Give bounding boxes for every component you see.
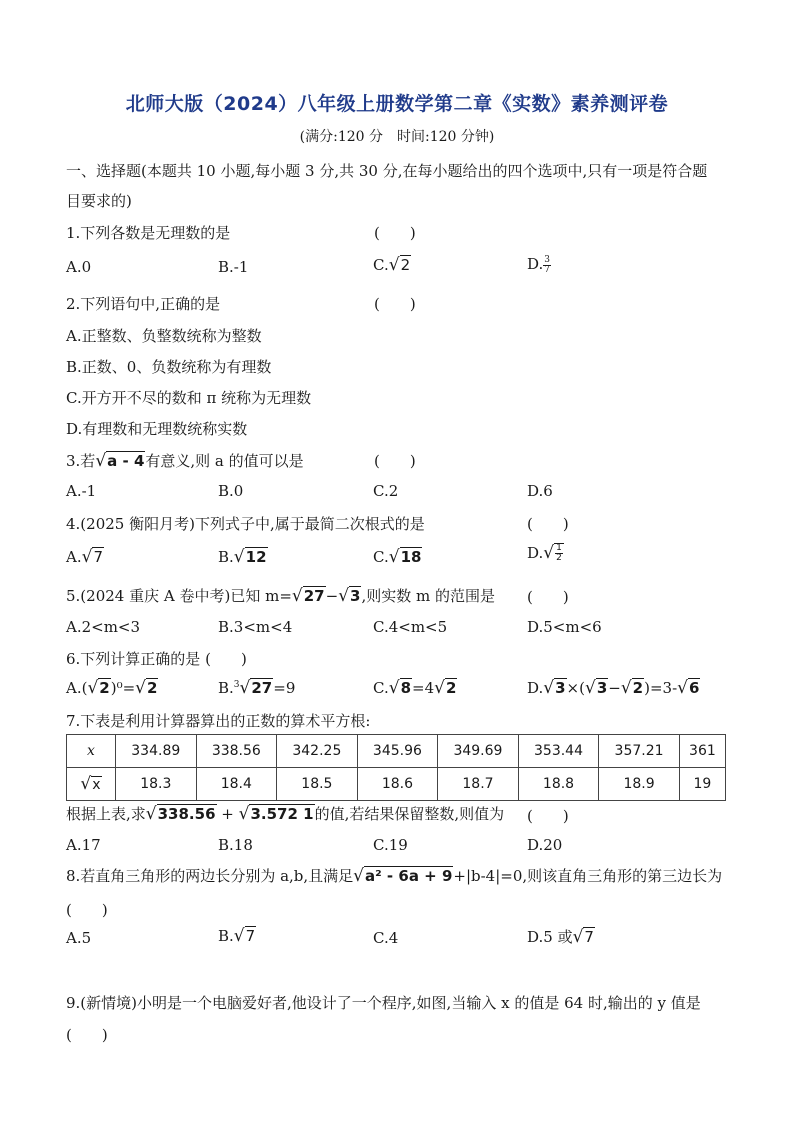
q9-stem: 9.(新情境)小明是一个电脑爱好者,他设计了一个程序,如图,当输入 x 的值是 64 时,输出的 y 值是 [66,994,701,1012]
radical: √a - 4 [95,451,145,471]
q9-answer-blank: ( ) [66,1026,108,1044]
q5-option-b: B.3<m<4 [218,618,293,636]
table-cell: 334.89 [116,735,197,768]
q7-followup: 根据上表,求√338.56 + √3.572 1的值,若结果保留整数,则值为 [66,804,505,824]
q6-option-b: B.$^3$√27=9 [218,678,296,698]
q2-option-b: B.正数、0、负数统称为有理数 [66,358,272,376]
radical: √27 [291,586,325,606]
q4-option-b: B.√12 [218,547,267,567]
q4-option-a: A.√7 [66,547,103,567]
q8-option-d: D.5 或√7 [527,927,594,947]
table-cell: 18.6 [357,768,438,801]
radical: √27 [239,678,273,698]
q2-option-c: C.开方开不尽的数和 π 统称为无理数 [66,389,312,407]
q2-option-a: A.正整数、负整数统称为整数 [66,327,262,345]
section-heading: 一、选择题(本题共 10 小题,每小题 3 分,共 30 分,在每小题给出的四个选项中,只有一项是符合题 [66,162,708,180]
q1-answer-blank: ( ) [374,224,416,242]
q2-stem: 2.下列语句中,正确的是 [66,295,221,313]
table-cell: 361 [679,735,725,768]
q8-option-a: A.5 [66,929,92,947]
q2-option-d: D.有理数和无理数统称实数 [66,420,248,438]
table-cell: 18.4 [196,768,277,801]
q4-option-c: C.√18 [373,547,422,567]
table-cell: 18.3 [116,768,197,801]
radical: √ $\frac{1}{2}$ [543,543,562,563]
table-cell: 18.9 [599,768,680,801]
radical: √12 [233,547,267,567]
table-cell: 345.96 [357,735,438,768]
table-cell: 349.69 [438,735,519,768]
table-cell: 353.44 [518,735,599,768]
table-cell [67,768,116,801]
fraction: $\frac{3}{7}$ [544,254,550,275]
q4-answer-blank: ( ) [527,515,569,533]
q3-option-d: D.6 [527,482,553,500]
q3-option-b: B.0 [218,482,244,500]
table-cell: x [67,735,116,768]
q3-option-c: C.2 [373,482,399,500]
fraction: $\frac{1}{2}$ [556,543,562,563]
q3-answer-blank: ( ) [374,452,416,470]
q8-option-c: C.4 [373,929,399,947]
q6-option-c: C.√8=4√2 [373,678,457,698]
table-cell: 357.21 [599,735,680,768]
radical: √2 [87,678,110,698]
q5-option-a: A.2<m<3 [66,618,141,636]
radical: √18 [388,547,422,567]
page-subtitle: (满分:120 分 时间:120 分钟) [299,129,495,145]
radical: √x [80,774,101,794]
table-cell: 18.8 [518,768,599,801]
radical: √7 [81,547,103,567]
radical: √2 [620,678,644,698]
q6-option-d: D.√3×(√3−√2)=3-√6 [527,678,700,698]
q4-stem: 4.(2025 衡阳月考)下列式子中,属于最简二次根式的是 [66,515,425,533]
q6-option-a: A.(√2)⁰=√2 [66,678,158,698]
q7-option-c: C.19 [373,836,408,854]
sqrt-table [66,734,726,801]
q1-stem: 1.下列各数是无理数的是 [66,224,231,242]
q5-option-d: D.5<m<6 [527,618,602,636]
q5-stem: 5.(2024 重庆 A 卷中考)已知 m=√27−√3,则实数 m 的范围是 [66,586,495,606]
radical: √3.572 1 [238,804,314,824]
table-cell: 342.25 [277,735,358,768]
table-row [67,735,726,768]
radical: √3 [338,586,361,606]
q7-option-d: D.20 [527,836,563,854]
radical: √8 [388,678,411,698]
q1-option-a: A.0 [66,258,92,276]
q8-answer-blank: ( ) [66,901,108,919]
q7-option-b: B.18 [218,836,253,854]
q1-option-d: D. $\frac{3}{7}$ [527,254,550,275]
radical: √3 [584,678,608,698]
table-cell: 338.56 [196,735,277,768]
radical: √a² - 6a + 9 [353,866,453,886]
q7-answer-blank: ( ) [527,807,569,825]
radical: √2 [135,678,158,698]
q4-option-d: D.√ $\frac{1}{2}$ [527,543,562,563]
q2-answer-blank: ( ) [374,295,416,313]
table-row [67,768,726,801]
radical: √7 [572,927,594,947]
section-heading-cont: 目要求的) [66,192,132,210]
q7-stem: 7.下表是利用计算器算出的正数的算术平方根: [66,712,371,730]
radical: √2 [388,255,411,275]
radical: √7 [233,926,256,946]
table-cell: 18.5 [277,768,358,801]
q1-option-b: B.-1 [218,258,249,276]
q8-stem: 8.若直角三角形的两边长分别为 a,b,且满足√a² - 6a + 9+|b-4|=0,则该直角三角形的第三边长为 [66,866,723,886]
q7-option-a: A.17 [66,836,101,854]
table-cell: 19 [679,768,725,801]
table-cell: 18.7 [438,768,519,801]
radical: √338.56 [145,804,216,824]
q5-option-c: C.4<m<5 [373,618,448,636]
radical: √2 [434,678,457,698]
radical: √6 [677,678,700,698]
q6-answer-blank: ( ) [205,650,247,668]
page-title: 北师大版（2024）八年级上册数学第二章《实数》素养测评卷 [125,93,669,115]
q3-stem: 3.若√a - 4有意义,则 a 的值可以是 [66,451,304,471]
q1-option-c: C.√2 [373,255,411,275]
q6-stem: 6.下列计算正确的是 ( ) [66,650,247,668]
q8-option-b: B.√7 [218,926,256,946]
radical: √3 [543,678,566,698]
q5-answer-blank: ( ) [527,588,569,606]
q3-option-a: A.-1 [66,482,97,500]
